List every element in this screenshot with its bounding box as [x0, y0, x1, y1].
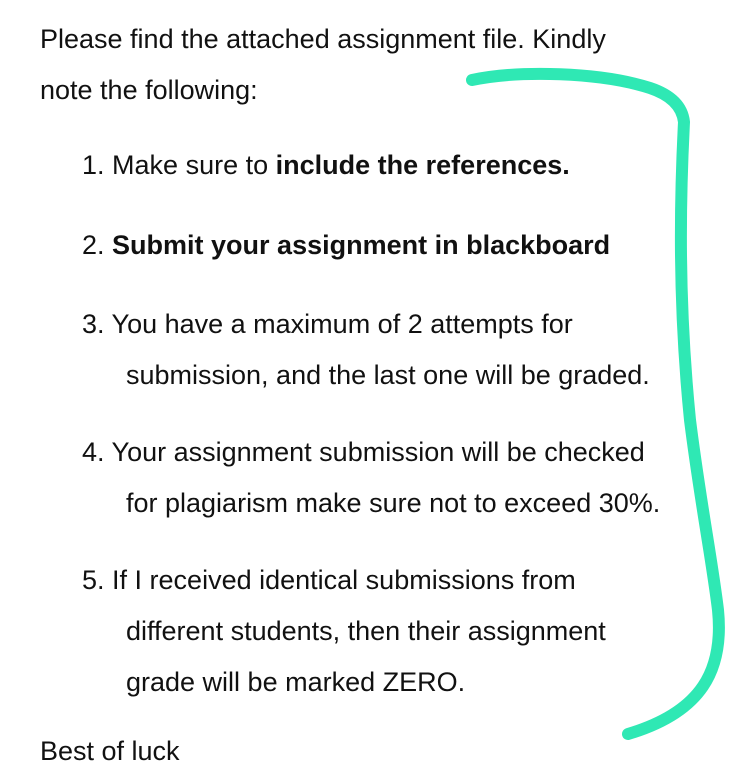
- item-4-line-2: for plagiarism make sure not to exceed 30%.: [126, 488, 661, 518]
- item-4-line-1: Your assignment submission will be checked: [111, 437, 645, 467]
- item-4-number: 4.: [82, 437, 105, 467]
- item-1-number: 1.: [82, 150, 105, 180]
- signoff-text: Best of luck: [40, 736, 180, 766]
- item-3-line-2: submission, and the last one will be graded.: [126, 360, 650, 390]
- item-3-number: 3.: [82, 309, 105, 339]
- item-5-line-1: If I received identical submissions from: [112, 565, 576, 595]
- item-5-line-3: grade will be marked ZERO.: [126, 667, 466, 697]
- item-2-bold-text: Submit your assignment in blackboard: [112, 230, 611, 260]
- item-5-number: 5.: [82, 565, 105, 595]
- intro-line-1: Please find the attached assignment file. Kindly: [40, 24, 606, 54]
- intro-line-2: note the following:: [40, 75, 258, 105]
- item-5-line-2: different students, then their assignment: [126, 616, 606, 646]
- item-2-number: 2.: [82, 230, 105, 260]
- item-1-text: Make sure to: [112, 150, 269, 180]
- item-3-line-1: You have a maximum of 2 attempts for: [111, 309, 573, 339]
- bracket-stroke: [472, 74, 719, 734]
- item-1-bold-text: include the references.: [275, 150, 570, 180]
